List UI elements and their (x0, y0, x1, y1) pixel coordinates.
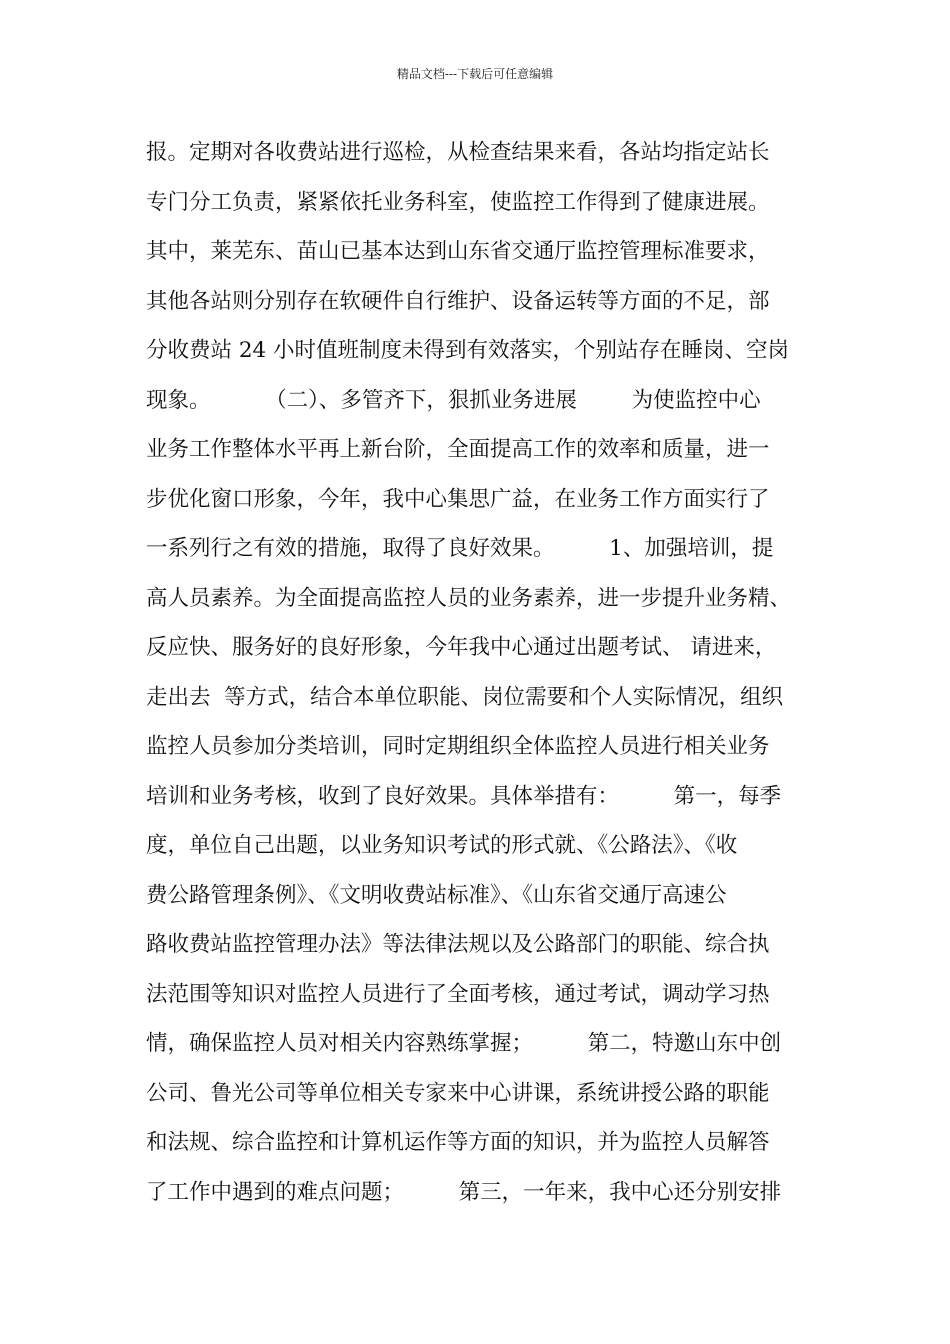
text-line: 培训和业务考核，收到了良好效果。具体举措有： 第一，每季 (146, 783, 782, 809)
text-line: 度，单位自己出题，以业务知识考试的形式就、《公路法》、《收 (146, 833, 738, 858)
text-line: 公司、鲁光公司等单位相关专家来中心讲课，系统讲授公路的职能 (146, 1080, 770, 1106)
text-line: 路收费站监控管理办法》等法律法规以及公路部门的职能、综合执 (146, 932, 770, 957)
text-line: 报。定期对各收费站进行巡检，从检查结果来看，各站均指定站长 (146, 140, 770, 165)
text-line: 走出去 等方式，结合本单位职能、岗位需要和个人实际情况，组织 (146, 684, 784, 710)
text-line: 和法规、综合监控和计算机运作等方面的知识，并为监控人员解答 (146, 1130, 770, 1155)
text-line: 专门分工负责，紧紧依托业务科室，使监控工作得到了健康进展。 (146, 189, 770, 215)
text-line: 其中，莱芜东、苗山已基本达到山东省交通厅监控管理标准要求， (146, 239, 770, 264)
text-line: 高人员素养。为全面提高监控人员的业务素养，进一步提升业务精、 (146, 585, 792, 611)
text-line: 情，确保监控人员对相关内容熟练掌握； 第二，特邀山东中创 (146, 1031, 782, 1056)
text-line: 其他各站则分别存在软硬件自行维护、设备运转等方面的不足，部 (146, 288, 770, 314)
text-line: 法范围等知识对监控人员进行了全面考核，通过考试，调动学习热 (146, 981, 770, 1007)
text-line: 现象。 （二）、多管齐下，狠抓业务进展 为使监控中心 (146, 387, 761, 413)
text-line: 了工作中遇到的难点问题； 第三，一年来，我中心还分别安排 (146, 1179, 782, 1205)
text-line: 步优化窗口形象，今年，我中心集思广益，在业务工作方面实行了 (146, 486, 770, 512)
text-line: 业务工作整体水平再上新台阶，全面提高工作的效率和质量，进一 (146, 437, 770, 462)
page-header: 精品文档---下载后可任意编辑 (396, 67, 554, 81)
text-line: 费公路管理条例》、《文明收费站标准》、《山东省交通厅高速公 (146, 882, 727, 908)
text-line: 监控人员参加分类培训，同时定期组织全体监控人员进行相关业务 (146, 734, 770, 759)
text-line: 反应快、服务好的良好形象，今年我中心通过出题考试、 请进来， (146, 635, 777, 660)
text-line: 一系列行之有效的措施，取得了良好效果。 1、加强培训，提 (146, 536, 774, 561)
text-line: 分收费站 24 小时值班制度未得到有效落实，个别站存在睡岗、空岗 (146, 338, 790, 363)
document-body (146, 128, 836, 1217)
